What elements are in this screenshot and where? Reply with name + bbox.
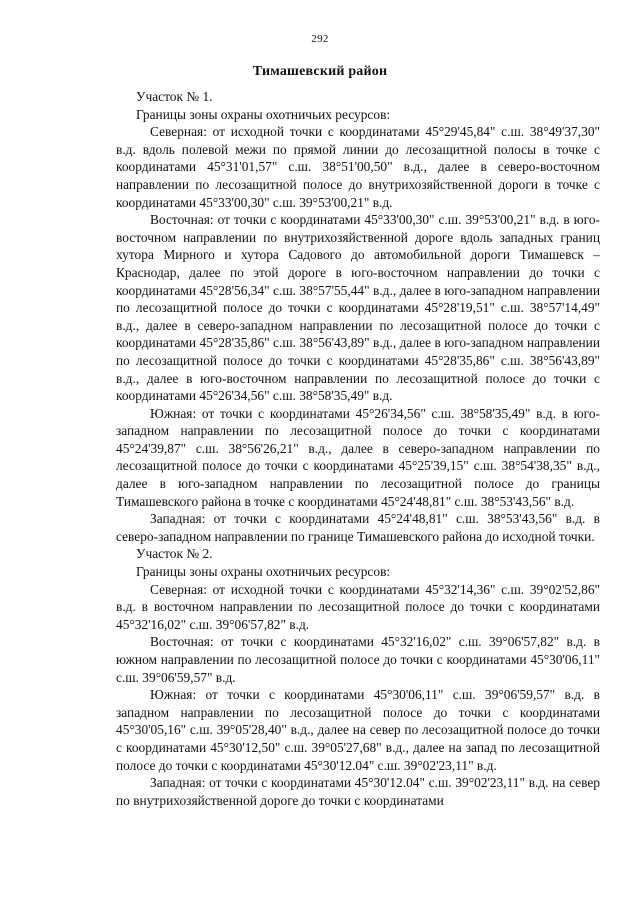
document-body <box>116 88 600 809</box>
page-number: 292 <box>311 33 329 45</box>
section-1-east-boundary: Восточная: от точки с координатами 45°33'00,30" с.ш. 39°53'00,21" в.д. в юго-восточном направлении по внутрихозяйственной дороге вдоль западных границ хутора Мирного и хутора Садового до автомобильной дороги Тимашевск – Краснодар, далее по этой дороге в юго-восточном направлении до точки с координатами 45°28'56,34" с.ш. 38°57'55,44" в.д., далее в юго-западном направлении по лесозащитной полосе до точки с координатами 45°28'19,51" с.ш. 38°57'14,49" в.д., далее в северо-западном направлении по лесозащитной полосе до точки с координатами 45°28'35,86" с.ш. 38°56'43,89" в.д., далее в юго-западном направлении по лесозащитной полосе до точки с координатами 45°28'35,86" с.ш. 38°56'43,89" в.д., далее в юго-восточном направлении по лесозащитной полосе до точки с координатами 45°26'34,56" с.ш. 38°58'35,49" в.д. <box>116 212 600 404</box>
section-2-east-boundary: Восточная: от точки с координатами 45°32'16,02" с.ш. 39°06'57,82" в.д. в южном направлении по лесозащитной полосе до точки с координатами 45°30'06,11" с.ш. 39°06'59,57" в.д. <box>116 634 600 685</box>
district-title: Тимашевский район <box>252 64 388 79</box>
section-1-south-boundary: Южная: от точки с координатами 45°26'34,56" с.ш. 38°58'35,49" в.д. в юго-западном направлении по лесозащитной полосе до точки с координатами 45°24'39,87" с.ш. 38°56'26,21" в.д., далее в северо-западном направлении по лесозащитной полосе до точки с координатами 45°25'39,15" с.ш. 38°54'38,35" в.д., далее в юго-западном направлении по лесозащитной полосе до границы Тимашевского района в точке с координатами 45°24'48,81" с.ш. 38°53'43,56" в.д. <box>116 405 600 509</box>
section-1-heading: Участок № 1. <box>136 89 213 104</box>
section-2-subheading: Границы зоны охраны охотничьих ресурсов: <box>136 564 391 580</box>
section-2-heading: Участок № 2. <box>136 546 213 562</box>
section-2-west-boundary: Западная: от точки с координатами 45°30'12.04" с.ш. 39°02'23,11" в.д. на север по внутрихозяйственной дороге до точки с координатами <box>116 775 600 808</box>
section-1-west-boundary: Западная: от точки с координатами 45°24'48,81" с.ш. 38°53'43,56" в.д. в северо-западном направлении по границе Тимашевского района до исходной точки. <box>116 511 600 544</box>
section-2-north-boundary: Северная: от исходной точки с координатами 45°32'14,36" с.ш. 39°02'52,86" в.д. в восточном направлении по лесозащитной полосе до точки с координатами 45°32'16,02" с.ш. 39°06'57,82" в.д. <box>116 581 600 632</box>
section-1-north-boundary: Северная: от исходной точки с координатами 45°29'45,84" с.ш. 38°49'37,30" в.д. вдоль полевой межи по прямой линии до лесозащитной полосы в точке с координатами 45°31'01,57" с.ш. 38°51'00,50" в.д., далее в северо-восточном направлении по лесозащитной полосе до внутрихозяйственной дороги в точке с координатами 45°33'00,30" с.ш. 39°53'00,21" в.д. <box>116 124 600 210</box>
section-2-south-boundary: Южная: от точки с координатами 45°30'06,11" с.ш. 39°06'59,57" в.д. в западном направлении по лесозащитной полосе до точки с координатами 45°30'05,16" с.ш. 39°05'28,40" в.д., далее на север по лесозащитной полосе до точки с координатами 45°30'12,50" с.ш. 39°05'27,68" в.д., далее на запад по лесозащитной полосе до точки с координатами 45°30'12.04" с.ш. 39°02'23,11" в.д. <box>116 687 600 773</box>
section-1-subheading: Границы зоны охраны охотничьих ресурсов: <box>136 106 391 122</box>
